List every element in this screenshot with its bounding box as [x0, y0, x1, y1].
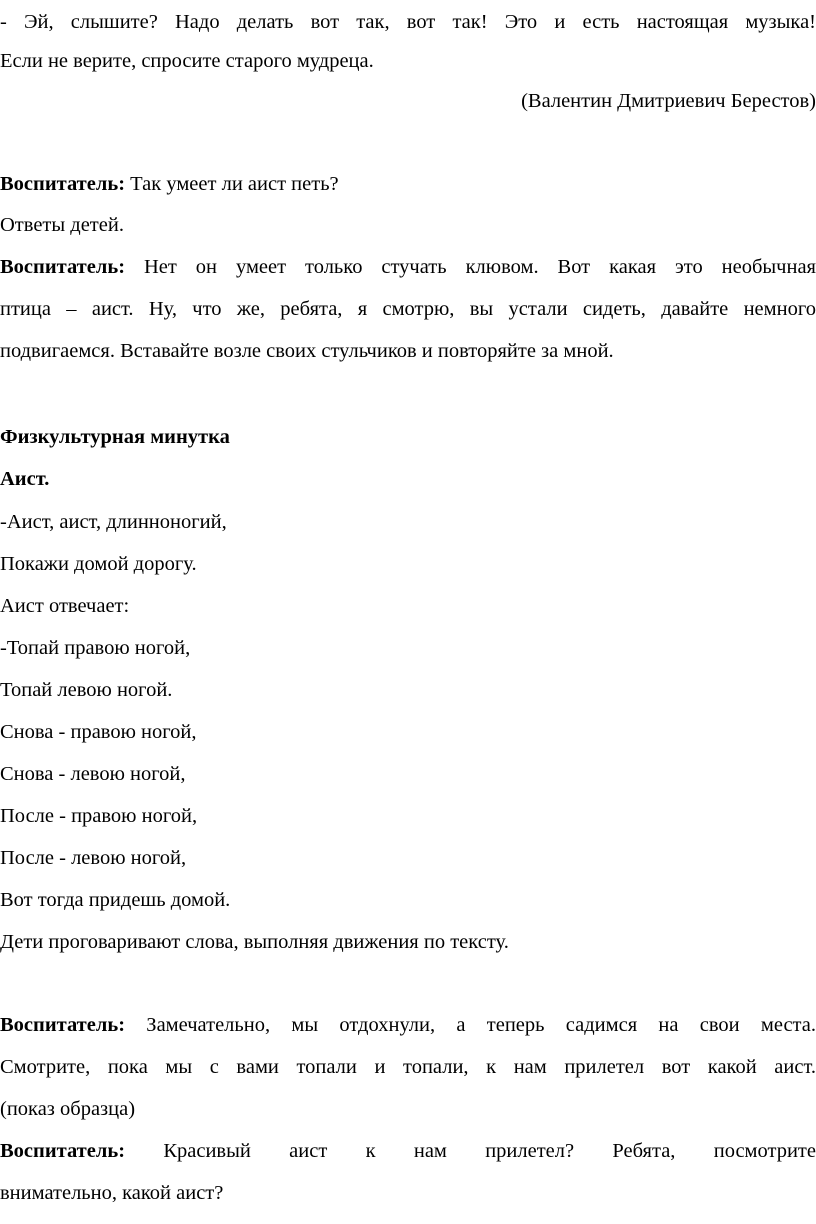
speaker-label: Воспитатель:: [0, 173, 126, 195]
children-answers: Ответы детей.: [0, 214, 124, 236]
dialog-3-line-2: Смотрите, пока мы с вами топали и топали, к нам прилетел вот какой аист.: [0, 1056, 816, 1078]
dialog-text: Красивый аист к нам прилетел? Ребята, посмотрите: [125, 1140, 816, 1162]
dialog-4-line-1: [0, 1138, 816, 1164]
poem-line: Покажи домой дорогу.: [0, 553, 197, 575]
poem-line: Вот тогда придешь домой.: [0, 889, 231, 911]
dialog-text: Нет он умеет только стучать клювом. Вот какая это необычная: [125, 256, 816, 278]
poem-line: Снова - левою ногой,: [0, 763, 186, 785]
poem-title: Аист.: [0, 468, 50, 490]
speaker-label: Воспитатель:: [0, 256, 126, 278]
speaker-label: Воспитатель:: [0, 1014, 126, 1036]
dialog-2-line-2: птица – аист. Ну, что же, ребята, я смотрю, вы устали сидеть, давайте немного: [0, 298, 816, 320]
poem-line: После - правою ногой,: [0, 805, 198, 827]
poem-line: Аист отвечает:: [0, 595, 130, 617]
speaker-label: Воспитатель:: [0, 1140, 126, 1162]
dialog-3-line-1: [0, 1012, 816, 1038]
poem-line: Топай левою ногой.: [0, 679, 173, 701]
intro-line-2: Если не верите, спросите старого мудреца.: [0, 50, 374, 72]
dialog-2-line-3: подвигаемся. Вставайте возле своих стульчиков и повторяйте за мной.: [0, 340, 614, 362]
poem-line: Снова - правою ногой,: [0, 721, 197, 743]
dialog-2-line-1: [0, 254, 816, 280]
dialog-text: Замечательно, мы отдохнули, а теперь садимся на свои места.: [125, 1014, 816, 1036]
section-title: Физкультурная минутка: [0, 426, 230, 448]
dialog-text: Так умеет ли аист петь?: [125, 173, 339, 195]
poem-line: -Топай правою ногой,: [0, 637, 191, 659]
poem-line: -Аист, аист, длинноногий,: [0, 511, 227, 533]
dialog-3-line-3: (показ образца): [0, 1098, 136, 1120]
poem-line: После - левою ногой,: [0, 847, 187, 869]
dialog-1: [0, 171, 816, 197]
dialog-4-line-2: внимательно, какой аист?: [0, 1182, 224, 1204]
intro-line-1: - Эй, слышите? Надо делать вот так, вот так! Это и есть настоящая музыка!: [0, 11, 816, 33]
quote-author: (Валентин Дмитриевич Берестов): [521, 90, 816, 112]
poem-note: Дети проговаривают слова, выполняя движения по тексту.: [0, 931, 509, 953]
